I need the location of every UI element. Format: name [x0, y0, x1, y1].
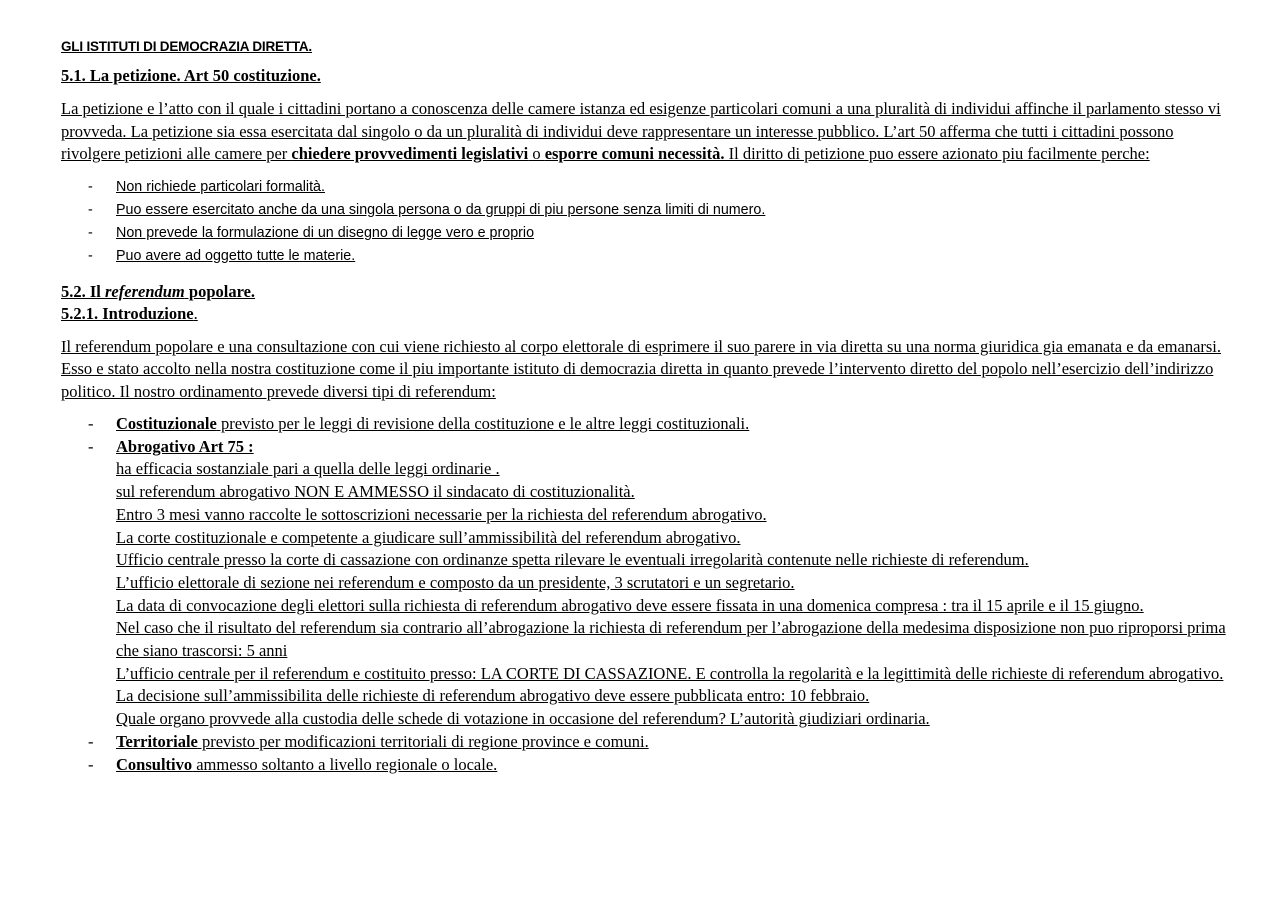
type-label-consultivo: Consultivo	[116, 754, 193, 774]
petizione-bold-provvedimenti: chiedere provvedimenti legislativi	[291, 144, 529, 163]
petizione-bold-necessita: esporre comuni necessità.	[544, 144, 725, 163]
referendum-text-a: Il referendum popolare e una consultazione con cui viene richiesto al corpo elettorale di esprimere il suo parere in via diretta su una norma giuridica gia emanata e da emanarsi.	[61, 336, 1222, 356]
section-heading-referendum	[61, 281, 1226, 303]
referendum-heading-a: 5.2. Il	[61, 281, 106, 301]
petizione-text-b: .	[122, 121, 131, 141]
abrogativo-line: La data di convocazione degli elettori sulla richiesta di referendum abrogativo deve essere fissata in una domenica compresa : tra il 15 aprile e il 15 giugno.	[116, 595, 1144, 615]
petizione-text-c: La petizione sia essa esercitata dal singolo o da un pluralità di individui deve rappresentare un interesse pubblico. L’art 50 afferma che tutti i cittadini possono rivolgere petizioni alle camere per	[61, 121, 1174, 163]
petizione-text-a: La petizione e l’atto con il quale i cittadini portano a conoscenza delle camere istanza ed esigenze particolari comuni a una pluralità di individui affinche il parlamento stesso vi provveda	[61, 99, 1221, 141]
document-page	[61, 38, 1226, 776]
referendum-heading-c: popolare.	[184, 281, 256, 301]
abrogativo-line: Ufficio centrale presso la corte di cassazione con ordinanze spetta rilevare le eventuali irregolarità contenute nelle richieste di referendum.	[116, 550, 1029, 570]
abrogativo-line: Quale organo provvede alla custodia delle schede di votazione in occasione del referendum? L’autorità giudiziari ordinaria.	[116, 709, 930, 729]
abrogativo-line: L’ufficio elettorale di sezione nei referendum e composto da un presidente, 3 scrutatori e un segretario.	[116, 572, 795, 592]
abrogativo-line: L’ufficio centrale per il referendum e costituito presso: LA CORTE DI CASSAZIONE. E controlla la regolarità e la legittimità delle richieste di referendum abrogativo.	[116, 663, 1224, 683]
type-label-costituzionale: Costituzionale	[116, 414, 217, 433]
abrogativo-line: sul referendum abrogativo NON E AMMESSO il sindacato di costituzionalità.	[116, 482, 635, 502]
type-text-consultivo: ammesso soltanto a livello regionale o locale.	[192, 754, 498, 774]
list-item: - Non prevede la formulazione di un disegno di legge vero e proprio	[61, 222, 1226, 245]
subheading-introduzione	[61, 303, 1226, 325]
subheading-introduzione-dot: .	[193, 303, 198, 323]
abrogativo-line: La corte costituzionale e competente a giudicare sull’ammissibilità del referendum abrogativo.	[116, 527, 741, 547]
referendum-heading-italic: referendum	[105, 281, 185, 301]
referendum-text-c: Esso e stato accolto nella nostra costituzione come il piu importante istituto di democrazia diretta in quanto prevede l’intervento diretto del popolo nell’esercizio dell’indirizzo politico. Il nostro ordinamento prevede diversi tipi di referendum:	[61, 359, 1214, 401]
referendum-paragraph	[61, 336, 1226, 404]
type-text-territoriale: previsto per modificazioni territoriali di regione province e comuni.	[197, 731, 649, 751]
list-item: - Puo essere esercitato anche da una singola persona o da gruppi di piu persone senza limiti di numero.	[61, 199, 1226, 222]
list-item-costituzionale	[61, 413, 1226, 436]
type-text-costituzionale: previsto per le leggi di revisione della costituzione e le altre leggi costituzionali.	[216, 414, 750, 433]
section-heading-petizione: 5.1. La petizione. Art 50 costituzione.	[61, 66, 321, 85]
type-label-abrogativo: - Abrogativo Art 75 :	[116, 436, 254, 456]
list-item-territoriale	[61, 731, 1226, 754]
referendum-types-list	[61, 413, 1226, 776]
abrogativo-line: ha efficacia sostanziale pari a quella delle leggi ordinarie .	[116, 459, 500, 479]
petizione-text-e: o	[528, 144, 545, 163]
abrogativo-line: Entro 3 mesi vanno raccolte le sottoscrizioni necessarie per la richiesta del referendum abrogativo.	[116, 504, 767, 524]
list-item-consultivo	[61, 754, 1226, 777]
document-title: GLI ISTITUTI DI DEMOCRAZIA DIRETTA.	[61, 39, 312, 54]
list-item: - Puo avere ad oggetto tutte le materie.	[61, 245, 1226, 268]
abrogativo-line: La decisione sull’ammissibilita delle richieste di referendum abrogativo deve essere pubblicata entro: 10 febbraio.	[116, 686, 870, 706]
subheading-introduzione-text: 5.2.1. Introduzione	[61, 303, 194, 323]
petizione-paragraph	[61, 98, 1226, 166]
list-item: - Non richiede particolari formalità.	[61, 176, 1226, 199]
abrogativo-line: Nel caso che il risultato del referendum sia contrario all’abrogazione la richiesta di referendum per l’abrogazione della medesima disposizione non puo riproporsi prima che siano trascorsi: 5 anni	[116, 618, 1226, 661]
petizione-text-g: Il diritto di petizione puo essere azionato piu facilmente perche:	[724, 144, 1150, 163]
type-label-territoriale: Territoriale	[116, 731, 198, 751]
list-item-abrogativo	[61, 436, 1226, 731]
petizione-bullet-list	[61, 176, 1226, 268]
